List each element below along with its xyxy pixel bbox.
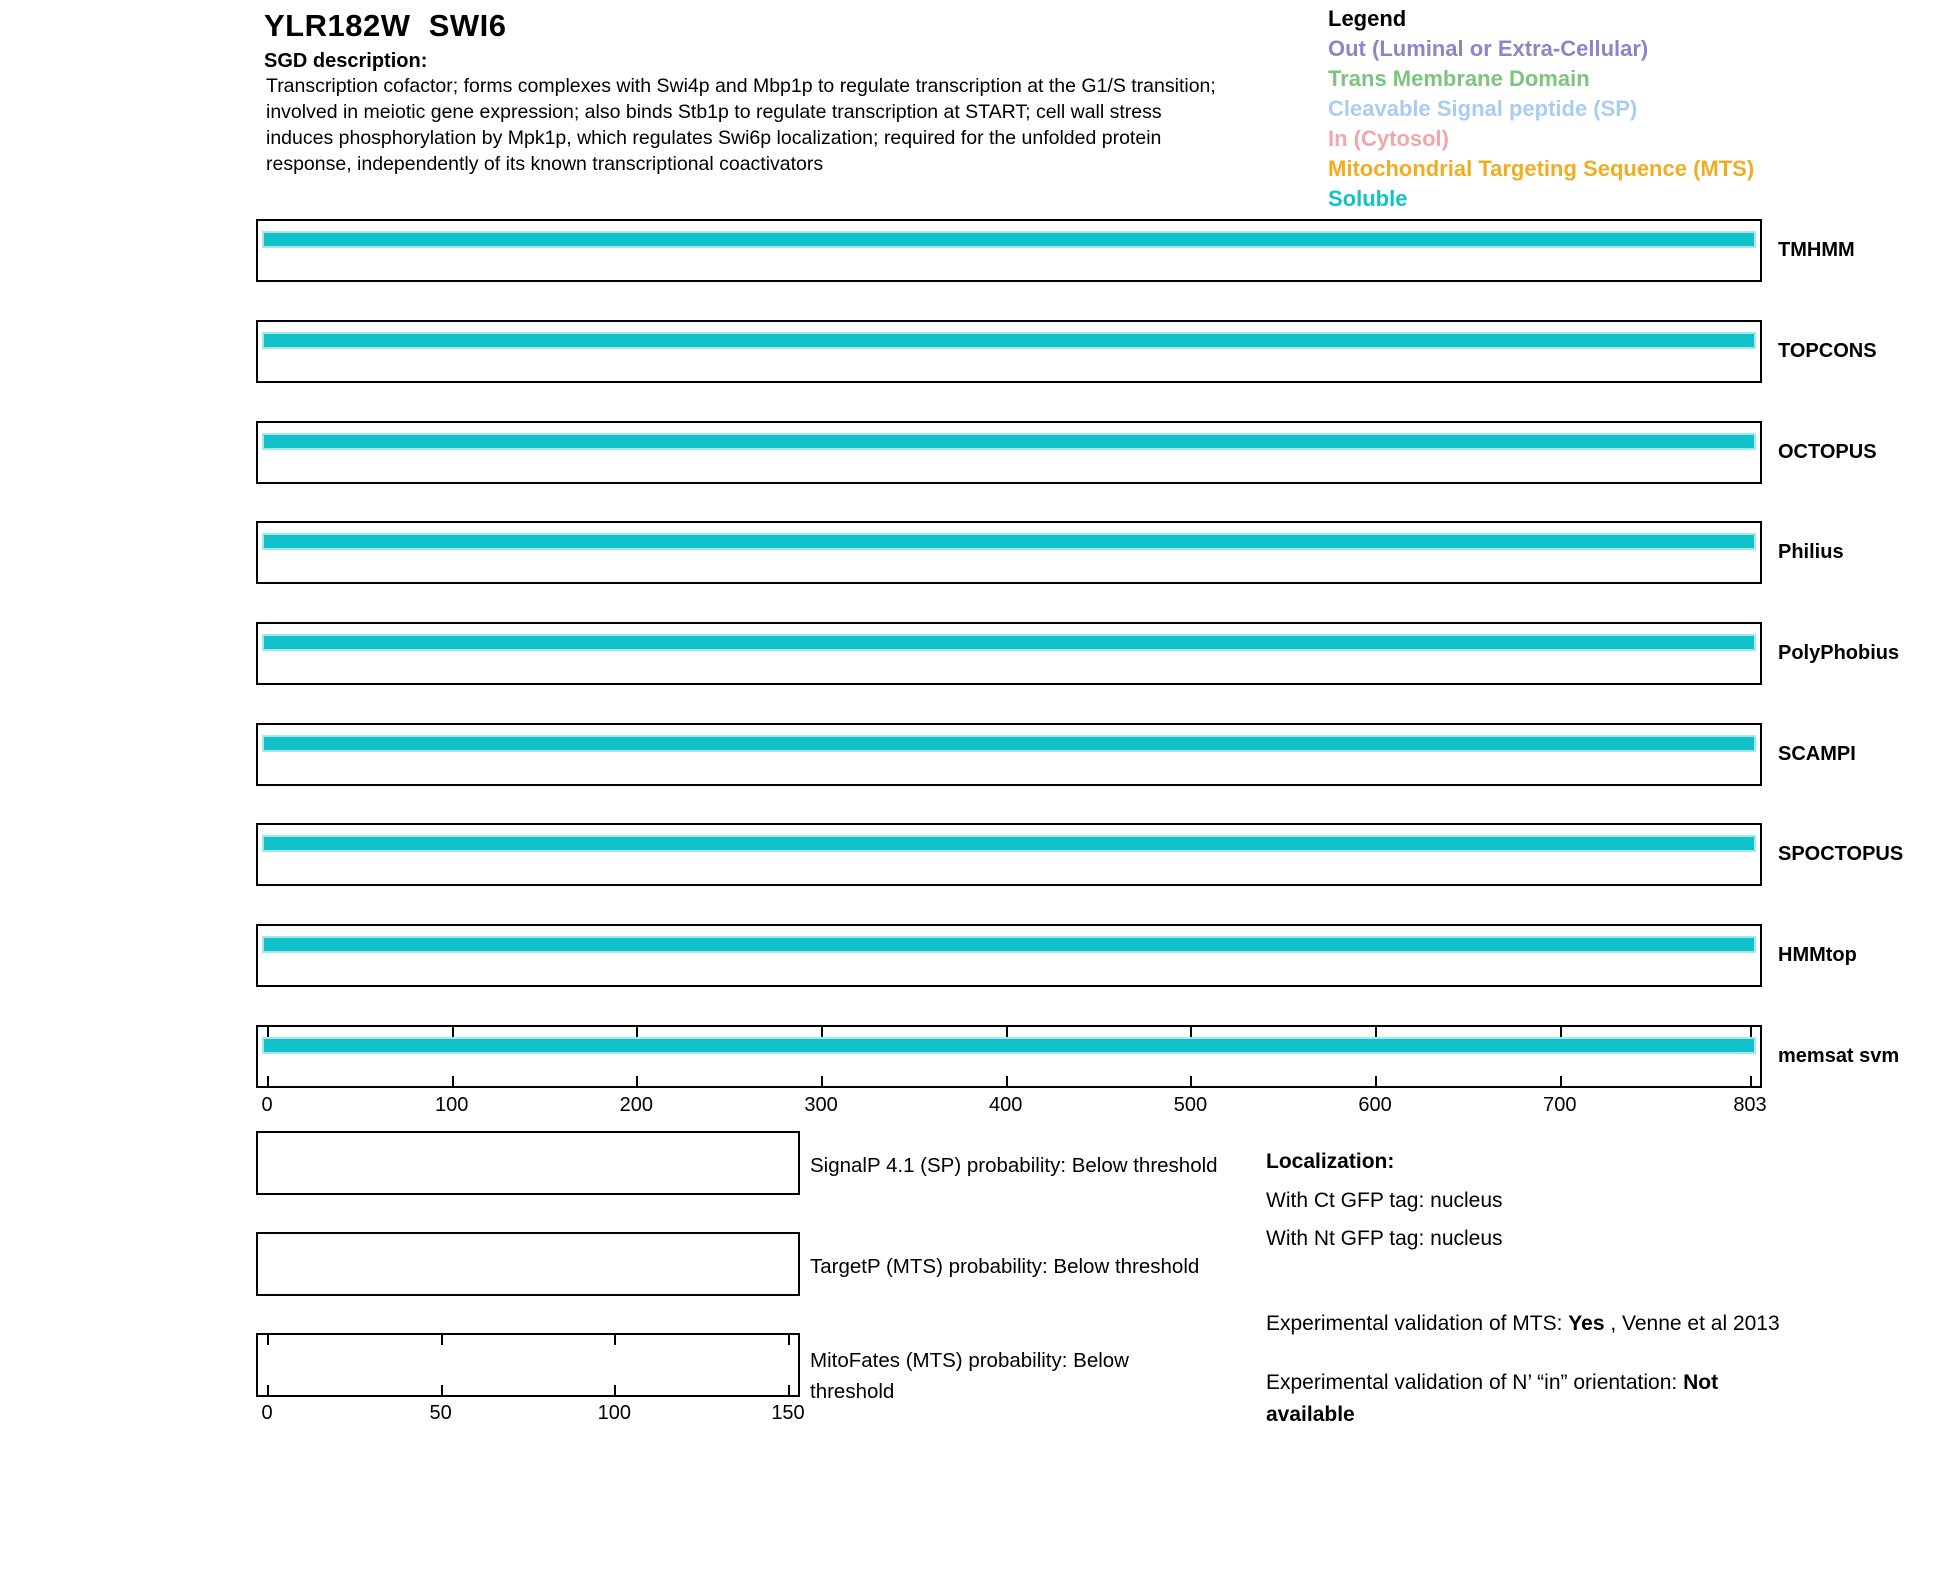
sgd-description-line: response, independently of its known transcriptional coactivators xyxy=(266,153,824,175)
soluble-span-bar xyxy=(262,735,1756,752)
orientation-validation-line1 xyxy=(1266,1371,1718,1395)
axis-tick xyxy=(1190,1027,1192,1037)
soluble-span-bar xyxy=(262,1037,1756,1054)
track-box-spoctopus xyxy=(256,823,1762,886)
probability-axis-tick xyxy=(788,1335,790,1345)
axis-tick xyxy=(452,1027,454,1037)
signalp-probability-label xyxy=(810,1150,1218,1181)
legend-item: Cleavable Signal peptide (SP) xyxy=(1328,96,1638,121)
probability-axis-tick-label: 100 xyxy=(597,1402,632,1424)
probability-axis-tick xyxy=(788,1385,790,1395)
axis-tick xyxy=(452,1076,454,1086)
track-box-memsat-svm xyxy=(256,1025,1762,1088)
track-label-hmmtop: HMMtop xyxy=(1778,944,1857,966)
track-label-philius: Philius xyxy=(1778,541,1844,563)
soluble-span-bar xyxy=(262,533,1756,550)
targetp-probability-label xyxy=(810,1251,1199,1282)
legend-item: Soluble xyxy=(1328,186,1408,211)
axis-tick xyxy=(1560,1027,1562,1037)
soluble-span-bar xyxy=(262,332,1756,349)
axis-tick xyxy=(636,1076,638,1086)
axis-tick xyxy=(821,1027,823,1037)
sgd-description xyxy=(266,73,1216,177)
soluble-span-bar xyxy=(262,936,1756,953)
sgd-description-line: involved in meiotic gene expression; also binds Stb1p to regulate transcription at START; cell wall stress xyxy=(266,101,1162,123)
track-box-topcons xyxy=(256,320,1762,383)
track-label-spoctopus: SPOCTOPUS xyxy=(1778,843,1904,865)
axis-tick-label: 600 xyxy=(1358,1094,1392,1116)
legend xyxy=(1328,4,1754,214)
localization-nt-gfp: With Nt GFP tag: nucleus xyxy=(1266,1227,1503,1250)
legend-item: Mitochondrial Targeting Sequence (MTS) xyxy=(1328,156,1755,181)
probability-axis-tick-label: 0 xyxy=(261,1402,273,1424)
page-title: YLR182W SWI6 xyxy=(264,8,507,43)
track-label-topcons: TOPCONS xyxy=(1778,340,1877,362)
axis-tick-label: 300 xyxy=(804,1094,838,1116)
soluble-span-bar xyxy=(262,231,1756,248)
axis-tick-label: 803 xyxy=(1733,1094,1767,1116)
track-label-polyphobius: PolyPhobius xyxy=(1778,642,1900,664)
legend-title: Legend xyxy=(1328,6,1407,31)
track-box-scampi xyxy=(256,723,1762,786)
track-label-scampi: SCAMPI xyxy=(1778,743,1856,765)
axis-tick xyxy=(267,1027,269,1037)
signalp-probability-box xyxy=(256,1131,800,1195)
axis-tick-label: 700 xyxy=(1543,1094,1577,1116)
track-box-hmmtop xyxy=(256,924,1762,987)
probability-axis-tick xyxy=(614,1385,616,1395)
axis-tick xyxy=(1375,1027,1377,1037)
soluble-span-bar xyxy=(262,835,1756,852)
mts-validation-result: Yes xyxy=(1568,1312,1605,1335)
targetp-probability-box xyxy=(256,1232,800,1296)
targetp-probability-label-line: TargetP (MTS) probability: Below threshold xyxy=(810,1255,1200,1278)
signalp-probability-label-line: SignalP 4.1 (SP) probability: Below threshold xyxy=(810,1154,1218,1177)
track-label-tmhmm: TMHMM xyxy=(1778,239,1855,261)
axis-tick-label: 500 xyxy=(1173,1094,1208,1116)
probability-axis-tick xyxy=(614,1335,616,1345)
orientation-validation-text: Experimental validation of N’ “in” orientation: xyxy=(1266,1371,1684,1394)
probability-axis-tick xyxy=(267,1335,269,1345)
probability-axis-tick xyxy=(441,1335,443,1345)
sgd-description-line: Transcription cofactor; forms complexes with Swi4p and Mbp1p to regulate transcription at the G1/S transition; xyxy=(266,75,1216,97)
soluble-span-bar xyxy=(262,433,1756,450)
axis-tick xyxy=(1006,1076,1008,1086)
probability-axis-tick-label: 50 xyxy=(429,1402,452,1424)
axis-tick-label: 0 xyxy=(261,1094,273,1116)
mts-validation-reference: , Venne et al 2013 xyxy=(1604,1312,1780,1335)
axis-tick-label: 400 xyxy=(989,1094,1023,1116)
axis-tick xyxy=(267,1076,269,1086)
mitofates-probability-label xyxy=(810,1345,1129,1407)
probability-axis-tick xyxy=(441,1385,443,1395)
track-box-philius xyxy=(256,521,1762,584)
axis-tick xyxy=(1190,1076,1192,1086)
track-label-octopus: OCTOPUS xyxy=(1778,441,1877,463)
track-label-memsat-svm: memsat svm xyxy=(1778,1045,1900,1067)
localization-ct-gfp: With Ct GFP tag: nucleus xyxy=(1266,1189,1503,1212)
axis-tick xyxy=(636,1027,638,1037)
axis-tick xyxy=(821,1076,823,1086)
mitofates-probability-box xyxy=(256,1333,800,1397)
axis-tick-label: 100 xyxy=(434,1094,469,1116)
mts-validation xyxy=(1266,1312,1780,1336)
localization-heading: Localization: xyxy=(1266,1150,1395,1173)
soluble-span-bar xyxy=(262,634,1756,651)
mts-validation-text: Experimental validation of MTS: xyxy=(1266,1312,1569,1335)
mitofates-probability-label-line: MitoFates (MTS) probability: Below xyxy=(810,1349,1129,1372)
track-box-tmhmm xyxy=(256,219,1762,282)
legend-items xyxy=(1328,34,1754,214)
axis-tick xyxy=(1375,1076,1377,1086)
axis-tick xyxy=(1560,1076,1562,1086)
track-box-octopus xyxy=(256,421,1762,484)
sgd-description-heading: SGD description: xyxy=(264,50,428,72)
probability-axis-tick-label: 150 xyxy=(771,1402,805,1424)
orientation-validation-line2: available xyxy=(1266,1403,1355,1426)
axis-tick xyxy=(1750,1027,1752,1037)
legend-item: In (Cytosol) xyxy=(1328,126,1449,151)
legend-item: Out (Luminal or Extra-Cellular) xyxy=(1328,36,1649,61)
axis-tick-label: 200 xyxy=(619,1094,654,1116)
axis-tick xyxy=(1006,1027,1008,1037)
probability-axis-tick xyxy=(267,1385,269,1395)
track-box-polyphobius xyxy=(256,622,1762,685)
axis-tick xyxy=(1750,1076,1752,1086)
orientation-validation-result: Not xyxy=(1683,1371,1719,1394)
mitofates-probability-label-line: threshold xyxy=(810,1380,895,1403)
legend-item: Trans Membrane Domain xyxy=(1328,66,1590,91)
sgd-description-line: induces phosphorylation by Mpk1p, which regulates Swi6p localization; required for the unfolded protein xyxy=(266,127,1162,149)
